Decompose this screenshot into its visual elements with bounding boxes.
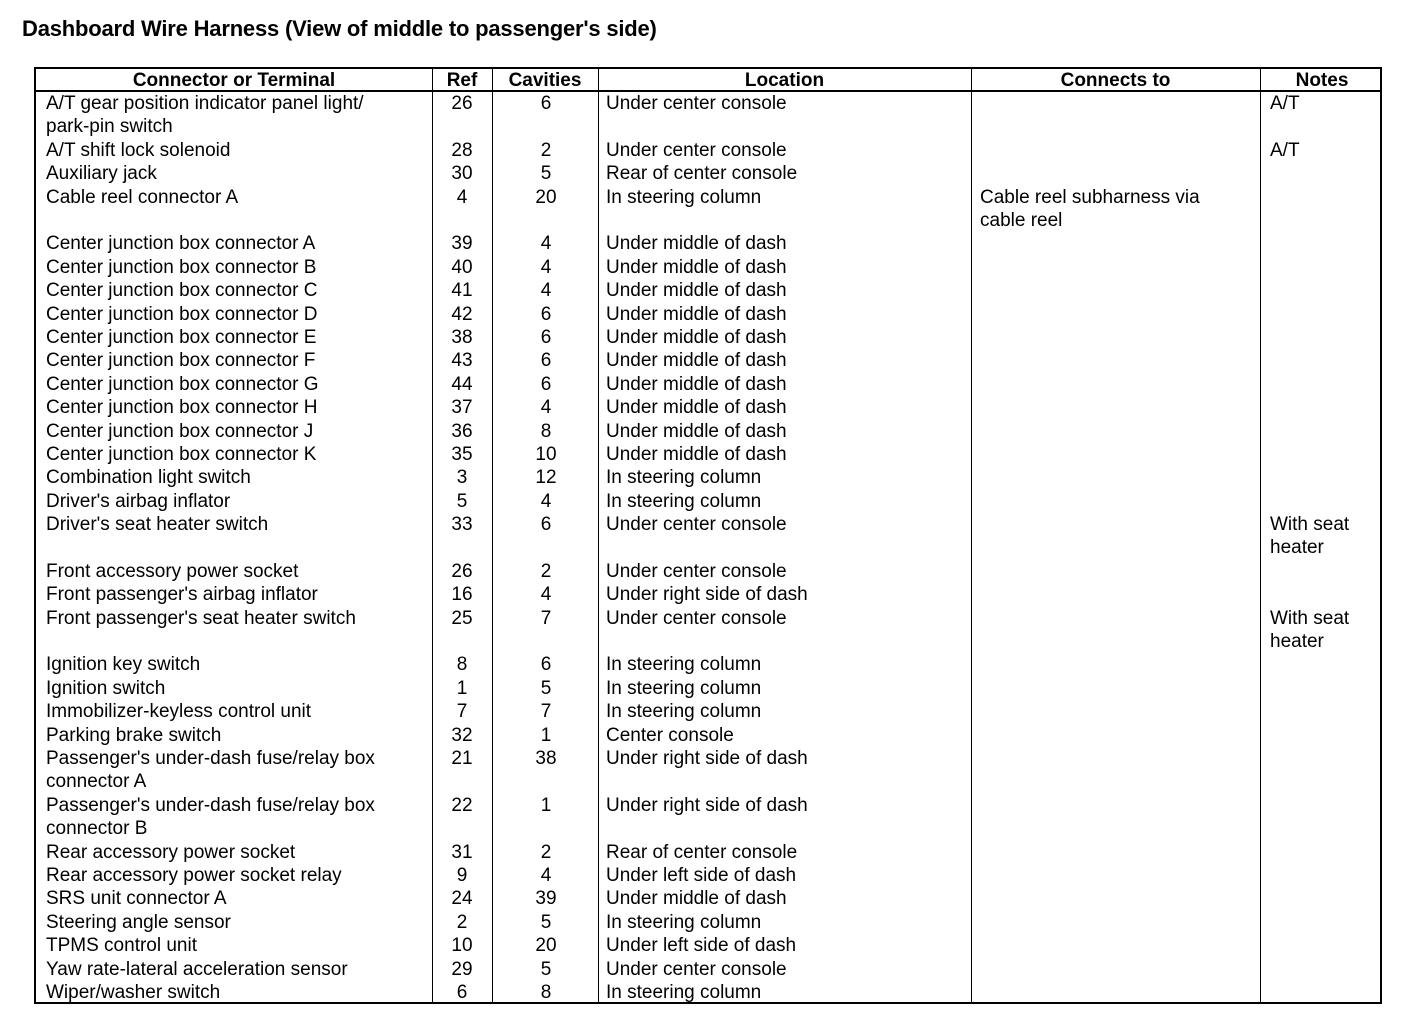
ref-cell: 36 [451, 420, 473, 442]
ref-cell: 29 [451, 958, 473, 980]
table-row [36, 958, 1380, 981]
table-header [36, 69, 1380, 92]
connector-cell-line: connector A [46, 771, 147, 793]
cavities-cell: 4 [540, 864, 552, 886]
table-row [36, 466, 1380, 489]
table-row [36, 887, 1380, 910]
location-cell: In steering column [606, 654, 762, 676]
location-cell: Under center console [606, 93, 787, 114]
table-row [36, 92, 1380, 139]
connector-cell [46, 583, 426, 606]
connector-cell [46, 607, 426, 630]
cavities-cell: 10 [535, 443, 557, 465]
table-row [36, 303, 1380, 326]
ref-cell: 38 [451, 326, 473, 348]
cavities-cell: 6 [540, 514, 552, 536]
connector-cell-line: park-pin switch [46, 116, 173, 138]
table-row [36, 373, 1380, 396]
cavities-cell: 2 [540, 560, 552, 582]
connector-cell-line: Center junction box connector E [46, 326, 317, 348]
cavities-cell: 4 [540, 584, 552, 606]
connector-cell [46, 653, 426, 676]
location-cell: Under right side of dash [606, 794, 808, 816]
cavities-cell: 4 [540, 233, 552, 255]
location-cell: In steering column [606, 467, 762, 489]
connector-cell [46, 911, 426, 934]
header-notes: Notes [1295, 70, 1349, 91]
table-row [36, 279, 1380, 302]
connects-to-cell-line: cable reel [980, 209, 1063, 231]
connects-to-cell-line: Cable reel subharness via [980, 186, 1200, 208]
connector-cell-line: Center junction box connector B [46, 256, 317, 278]
connector-cell [46, 443, 426, 466]
table-row [36, 864, 1380, 887]
notes-cell [1270, 139, 1380, 162]
table-row [36, 490, 1380, 513]
location-cell: In steering column [606, 490, 762, 512]
location-cell: Under middle of dash [606, 888, 787, 910]
cavities-cell: 4 [540, 256, 552, 278]
table-row [36, 934, 1380, 957]
cavities-cell: 1 [540, 794, 552, 816]
cavities-cell: 20 [535, 186, 557, 208]
location-cell: In steering column [606, 701, 762, 723]
ref-cell: 26 [451, 560, 473, 582]
notes-cell-line: With seat [1270, 607, 1350, 629]
header-location: Location [744, 70, 825, 91]
connector-cell-line: Center junction box connector G [46, 373, 319, 395]
connector-cell [46, 958, 426, 981]
connector-cell-line: SRS unit connector A [46, 888, 227, 910]
cavities-cell: 2 [540, 841, 552, 863]
connector-cell [46, 841, 426, 864]
connector-cell-line: Passenger's under-dash fuse/relay box [46, 794, 375, 816]
ref-cell: 22 [451, 794, 473, 816]
connector-cell-line: Steering angle sensor [46, 911, 231, 933]
connector-cell-line: Center junction box connector H [46, 397, 318, 419]
connector-cell-line: Parking brake switch [46, 724, 222, 746]
cavities-cell: 7 [540, 607, 552, 629]
ref-cell: 3 [456, 467, 468, 489]
connector-cell-line: Rear accessory power socket [46, 841, 296, 863]
location-cell: Rear of center console [606, 163, 798, 185]
ref-cell: 25 [451, 607, 473, 629]
ref-cell: 41 [451, 280, 473, 302]
connector-cell-line: Wiper/washer switch [46, 981, 221, 1003]
location-cell: Under left side of dash [606, 864, 797, 886]
connector-cell [46, 864, 426, 887]
ref-cell: 8 [456, 654, 468, 676]
connector-cell [46, 396, 426, 419]
ref-cell: 37 [451, 397, 473, 419]
notes-cell-line: heater [1270, 537, 1324, 559]
table-row [36, 700, 1380, 723]
cavities-cell: 39 [535, 888, 557, 910]
ref-cell: 33 [451, 514, 473, 536]
ref-cell: 44 [451, 373, 473, 395]
table-row [36, 256, 1380, 279]
table-row [36, 420, 1380, 443]
connector-cell [46, 513, 426, 536]
connects-to-cell [980, 186, 1260, 233]
connector-cell [46, 560, 426, 583]
cavities-cell: 8 [540, 420, 552, 442]
header-connector: Connector or Terminal [132, 70, 336, 91]
connector-cell [46, 724, 426, 747]
connector-cell-line: Center junction box connector D [46, 303, 318, 325]
table-row [36, 186, 1380, 233]
connector-cell-line: Combination light switch [46, 467, 251, 489]
header-connects-to: Connects to [1060, 70, 1171, 91]
connector-cell [46, 747, 426, 794]
ref-cell: 31 [451, 841, 473, 863]
location-cell: Under right side of dash [606, 748, 808, 769]
connector-cell [46, 490, 426, 513]
table-row [36, 841, 1380, 864]
table-row [36, 560, 1380, 583]
cavities-cell: 5 [540, 677, 552, 699]
location-cell: Under middle of dash [606, 256, 787, 278]
connector-cell-line: Rear accessory power socket relay [46, 864, 342, 886]
ref-cell: 6 [456, 981, 468, 1003]
cavities-cell: 1 [540, 724, 552, 746]
connector-cell-line: Ignition key switch [46, 654, 201, 676]
table-row [36, 653, 1380, 676]
connector-cell [46, 466, 426, 489]
location-cell: Under center console [606, 560, 787, 582]
connector-cell-line: Auxiliary jack [46, 163, 157, 185]
notes-cell-line: A/T [1270, 93, 1300, 114]
location-cell: Center console [606, 724, 734, 746]
ref-cell: 28 [451, 139, 473, 161]
connector-cell-line: Ignition switch [46, 677, 166, 699]
ref-cell: 9 [456, 864, 468, 886]
ref-cell: 5 [456, 490, 468, 512]
connector-cell [46, 700, 426, 723]
table-row [36, 911, 1380, 934]
connector-cell [46, 794, 426, 841]
table-row [36, 139, 1380, 162]
notes-cell-line: heater [1270, 631, 1324, 653]
cavities-cell: 7 [540, 701, 552, 723]
location-cell: In steering column [606, 677, 762, 699]
cavities-cell: 6 [540, 654, 552, 676]
cavities-cell: 4 [540, 397, 552, 419]
cavities-cell: 2 [540, 139, 552, 161]
cavities-cell: 4 [540, 280, 552, 302]
ref-cell: 24 [451, 888, 473, 910]
table-row [36, 583, 1380, 606]
connector-cell [46, 373, 426, 396]
cavities-cell: 5 [540, 958, 552, 980]
connector-cell-line: TPMS control unit [46, 935, 197, 957]
ref-cell: 40 [451, 256, 473, 278]
table-row [36, 513, 1380, 560]
connector-cell [46, 349, 426, 372]
connector-cell [46, 186, 426, 209]
location-cell: Under middle of dash [606, 443, 787, 465]
connector-cell-line: A/T shift lock solenoid [46, 139, 231, 161]
notes-cell [1270, 92, 1380, 115]
cavities-cell: 5 [540, 163, 552, 185]
cavities-cell: 20 [535, 935, 557, 957]
connector-cell-line: Cable reel connector A [46, 186, 239, 208]
location-cell: Under middle of dash [606, 397, 787, 419]
connector-cell-line: Immobilizer-keyless control unit [46, 701, 312, 723]
connector-cell-line: Center junction box connector C [46, 280, 318, 302]
table-row [36, 443, 1380, 466]
ref-cell: 10 [451, 935, 473, 957]
connector-cell-line: Front passenger's seat heater switch [46, 607, 356, 629]
connector-cell-line: Front accessory power socket [46, 560, 299, 582]
connector-cell-line: connector B [46, 818, 148, 840]
ref-cell: 1 [456, 677, 468, 699]
connector-cell-line: Center junction box connector A [46, 233, 316, 255]
table-row [36, 677, 1380, 700]
location-cell: In steering column [606, 186, 762, 208]
location-cell: Under center console [606, 958, 787, 980]
location-cell: Under right side of dash [606, 584, 808, 606]
connector-cell-line: Center junction box connector J [46, 420, 314, 442]
cavities-cell: 12 [535, 467, 557, 489]
location-cell: Under middle of dash [606, 373, 787, 395]
ref-cell: 21 [451, 748, 473, 769]
connector-cell [46, 279, 426, 302]
location-cell: Rear of center console [606, 841, 798, 863]
connector-cell [46, 981, 426, 1004]
connector-cell [46, 232, 426, 255]
table-row [36, 794, 1380, 841]
connector-cell [46, 677, 426, 700]
table-row [36, 349, 1380, 372]
connector-cell [46, 303, 426, 326]
notes-cell-line: With seat [1270, 514, 1350, 536]
ref-cell: 43 [451, 350, 473, 372]
cavities-cell: 8 [540, 981, 552, 1003]
connector-cell-line: Center junction box connector F [46, 350, 316, 372]
location-cell: Under middle of dash [606, 420, 787, 442]
page-title: Dashboard Wire Harness (View of middle to passenger's side) [22, 16, 657, 41]
table-row [36, 607, 1380, 654]
location-cell: Under middle of dash [606, 326, 787, 348]
location-cell: Under middle of dash [606, 350, 787, 372]
cavities-cell: 4 [540, 490, 552, 512]
cavities-cell: 5 [540, 911, 552, 933]
connector-cell [46, 887, 426, 910]
table-row [36, 162, 1380, 185]
table-row [36, 326, 1380, 349]
ref-cell: 30 [451, 163, 473, 185]
ref-cell: 35 [451, 443, 473, 465]
connector-cell [46, 256, 426, 279]
connector-cell [46, 92, 426, 139]
connector-cell [46, 162, 426, 185]
location-cell: Under left side of dash [606, 935, 797, 957]
notes-cell [1270, 607, 1380, 654]
location-cell: In steering column [606, 981, 762, 1003]
table-row [36, 396, 1380, 419]
connector-cell [46, 139, 426, 162]
location-cell: In steering column [606, 911, 762, 933]
connector-cell-line: Yaw rate-lateral acceleration sensor [46, 958, 348, 980]
connector-cell-line: Driver's airbag inflator [46, 490, 231, 512]
header-ref: Ref [446, 70, 478, 91]
location-cell: Under middle of dash [606, 303, 787, 325]
cavities-cell: 6 [540, 373, 552, 395]
location-cell: Under center console [606, 607, 787, 629]
cavities-cell: 6 [540, 350, 552, 372]
cavities-cell: 6 [540, 326, 552, 348]
table-row [36, 981, 1380, 1004]
ref-cell: 26 [451, 93, 473, 114]
table-row [36, 747, 1380, 794]
table-row [36, 232, 1380, 255]
ref-cell: 39 [451, 233, 473, 255]
connector-cell-line: Driver's seat heater switch [46, 514, 269, 536]
location-cell: Under center console [606, 514, 787, 536]
table-body [36, 92, 1380, 1004]
harness-table [34, 67, 1382, 1004]
location-cell: Under middle of dash [606, 280, 787, 302]
connector-cell-line: Passenger's under-dash fuse/relay box [46, 748, 375, 769]
ref-cell: 7 [456, 701, 468, 723]
notes-cell [1270, 513, 1380, 560]
ref-cell: 4 [456, 186, 468, 208]
cavities-cell: 38 [535, 748, 557, 769]
connector-cell [46, 326, 426, 349]
location-cell: Under center console [606, 139, 787, 161]
connector-cell [46, 934, 426, 957]
table-row [36, 724, 1380, 747]
header-cavities: Cavities [508, 70, 582, 91]
connector-cell-line: Center junction box connector K [46, 443, 317, 465]
ref-cell: 32 [451, 724, 473, 746]
ref-cell: 16 [451, 584, 473, 606]
cavities-cell: 6 [540, 93, 552, 114]
cavities-cell: 6 [540, 303, 552, 325]
ref-cell: 42 [451, 303, 473, 325]
connector-cell-line: Front passenger's airbag inflator [46, 584, 318, 606]
notes-cell-line: A/T [1270, 139, 1300, 161]
connector-cell-line: A/T gear position indicator panel light/ [46, 93, 364, 114]
location-cell: Under middle of dash [606, 233, 787, 255]
ref-cell: 2 [456, 911, 468, 933]
connector-cell [46, 420, 426, 443]
